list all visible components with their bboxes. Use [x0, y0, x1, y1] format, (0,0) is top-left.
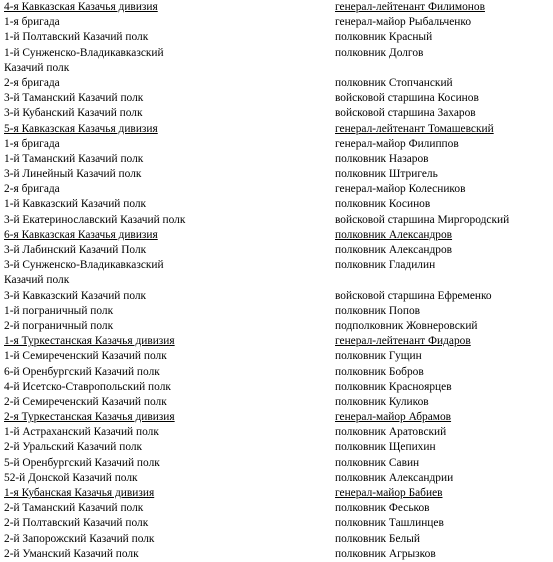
table-row: [0, 440, 553, 455]
unit-name: 2-й Уманский Казачий полк: [4, 547, 139, 560]
unit-name: 3-й Кубанский Казачий полк: [4, 107, 143, 120]
unit-name: 2-я бригада: [4, 183, 60, 196]
commander-name: полковник Агрызков: [335, 547, 436, 560]
unit-name: 2-й Таманский Казачий полк: [4, 502, 144, 515]
commander-name: подполковник Жовнеровский: [335, 319, 478, 332]
division-header-row: [0, 122, 553, 137]
commander-name: войсковой старшина Захаров: [335, 107, 476, 120]
commander-name: генерал-майор Абрамов: [335, 411, 452, 424]
commander-name: полковник Щепихин: [335, 441, 436, 454]
table-row: [0, 380, 553, 395]
table-row: [0, 547, 553, 562]
unit-name: 3-й Лабинский Казачий Полк: [4, 244, 147, 256]
commander-name: полковник Штригель: [335, 168, 438, 181]
table-row: [0, 501, 553, 516]
unit-name: 1-й Астраханский Казачий полк: [4, 426, 159, 439]
commander-name: полковник Савин: [335, 456, 420, 469]
unit-name: 1-й Сунженско-Владикавказский: [4, 46, 164, 59]
unit-name: 1-й Семиреченский Казачий полк: [4, 350, 167, 363]
table-row: [0, 15, 553, 30]
table-row: [0, 304, 553, 319]
commander-name: полковник Гладилин: [335, 259, 436, 272]
table-row: [0, 471, 553, 486]
table-row: [0, 319, 553, 334]
unit-name: 1-й Таманский Казачий полк: [4, 152, 144, 165]
table-row: [0, 91, 553, 106]
table-row: [0, 167, 553, 182]
commander-name: полковник Александров: [335, 228, 453, 241]
unit-name: 2-й пограничный полк: [4, 319, 114, 332]
unit-name: 2-й Полтавский Казачий полк: [4, 517, 149, 530]
unit-name: 2-й Семиреченский Казачий полк: [4, 395, 167, 408]
commander-name: генерал-майор Бабиев: [335, 487, 443, 499]
commander-name: полковник Назаров: [335, 152, 429, 165]
commander-name: генерал-лейтенант Томашевский: [335, 122, 494, 135]
division-header-row: [0, 228, 553, 243]
commander-name: полковник Александрии: [335, 471, 454, 484]
commander-name: полковник Аратовский: [335, 426, 447, 439]
commander-name: войсковой старшина Миргородский: [335, 213, 510, 226]
unit-name: 5-я Кавказская Казачья дивизия: [4, 122, 158, 135]
unit-name: 4-й Исетско-Ставропольский полк: [4, 380, 171, 393]
unit-name: 1-я бригада: [4, 16, 60, 29]
commander-name: войсковой старшина Ефременко: [335, 289, 492, 302]
table-row: [0, 456, 553, 471]
unit-name: 1-й Кавказский Казачий полк: [4, 198, 147, 211]
unit-name: 1-й пограничный полк: [4, 304, 114, 317]
commander-name: генерал-майор Рыбальченко: [335, 16, 472, 29]
commander-name: полковник Стопчанский: [335, 76, 453, 89]
table-row: [0, 197, 553, 212]
commander-name: полковник Гущин: [335, 350, 422, 363]
commander-name: полковник Ташлинцев: [335, 517, 444, 530]
commander-name: генерал-майор Филиппов: [335, 137, 459, 150]
commander-name: полковник Куликов: [335, 395, 429, 408]
table-row: [0, 61, 553, 76]
commander-name: генерал-лейтенант Фидаров: [335, 335, 471, 348]
unit-name: 2-я Туркестанская Казачья дивизия: [4, 411, 175, 424]
commander-name: генерал-майор Колесников: [335, 183, 466, 196]
unit-name: 3-й Кавказский Казачий полк: [4, 289, 147, 302]
table-row: [0, 425, 553, 440]
table-row: [0, 30, 553, 45]
division-header-row: [0, 0, 553, 15]
table-row: [0, 213, 553, 228]
commander-name: генерал-лейтенант Филимонов: [335, 1, 485, 13]
unit-name: 1-я Кубанская Казачья дивизия: [4, 487, 155, 499]
table-row: [0, 532, 553, 547]
commander-name: полковник Попов: [335, 304, 421, 317]
unit-name: 2-й Уральский Казачий полк: [4, 441, 143, 454]
unit-name: 3-й Екатеринославский Казачий полк: [4, 213, 186, 226]
commander-name: полковник Косинов: [335, 198, 431, 211]
table-row: [0, 46, 553, 61]
unit-name: 2-я бригада: [4, 76, 60, 89]
commander-name: полковник Феськов: [335, 502, 430, 515]
unit-name: Казачий полк: [4, 61, 70, 74]
table-row: [0, 152, 553, 167]
commander-name: полковник Бобров: [335, 365, 424, 378]
unit-name: Казачий полк: [4, 274, 70, 287]
table-row: [0, 273, 553, 288]
division-header-row: [0, 334, 553, 349]
unit-name: 2-й Запорожский Казачий полк: [4, 532, 155, 545]
table-row: [0, 243, 553, 258]
unit-name: 5-й Оренбургский Казачий полк: [4, 456, 160, 469]
commander-name: полковник Александров: [335, 244, 453, 256]
unit-name: 3-й Таманский Казачий полк: [4, 92, 144, 105]
unit-name: 6-й Оренбургский Казачий полк: [4, 365, 160, 378]
table-row: [0, 289, 553, 304]
unit-name: 3-й Линейный Казачий полк: [4, 168, 142, 181]
commander-name: полковник Белый: [335, 532, 420, 545]
table-row: [0, 516, 553, 531]
unit-name: 1-й Полтавский Казачий полк: [4, 31, 149, 44]
unit-name: 6-я Кавказская Казачья дивизия: [4, 228, 158, 241]
unit-name: 3-й Сунженско-Владикавказский: [4, 259, 164, 272]
table-row: [0, 137, 553, 152]
commander-name: полковник Красный: [335, 31, 433, 44]
table-row: [0, 349, 553, 364]
table-row: [0, 106, 553, 121]
commander-name: войсковой старшина Косинов: [335, 92, 479, 105]
unit-name: 1-я Туркестанская Казачья дивизия: [4, 335, 175, 348]
commander-name: полковник Долгов: [335, 46, 424, 59]
unit-name: 52-й Донской Казачий полк: [4, 471, 138, 484]
table-row: [0, 182, 553, 197]
table-row: [0, 76, 553, 91]
table-row: [0, 365, 553, 380]
commander-name: полковник Краснoярцев: [335, 380, 452, 393]
division-header-row: [0, 486, 553, 501]
table-row: [0, 258, 553, 273]
unit-name: 1-я бригада: [4, 137, 60, 150]
division-header-row: [0, 410, 553, 425]
unit-name: 4-я Кавказская Казачья дивизия: [4, 1, 158, 13]
table-row: [0, 395, 553, 410]
